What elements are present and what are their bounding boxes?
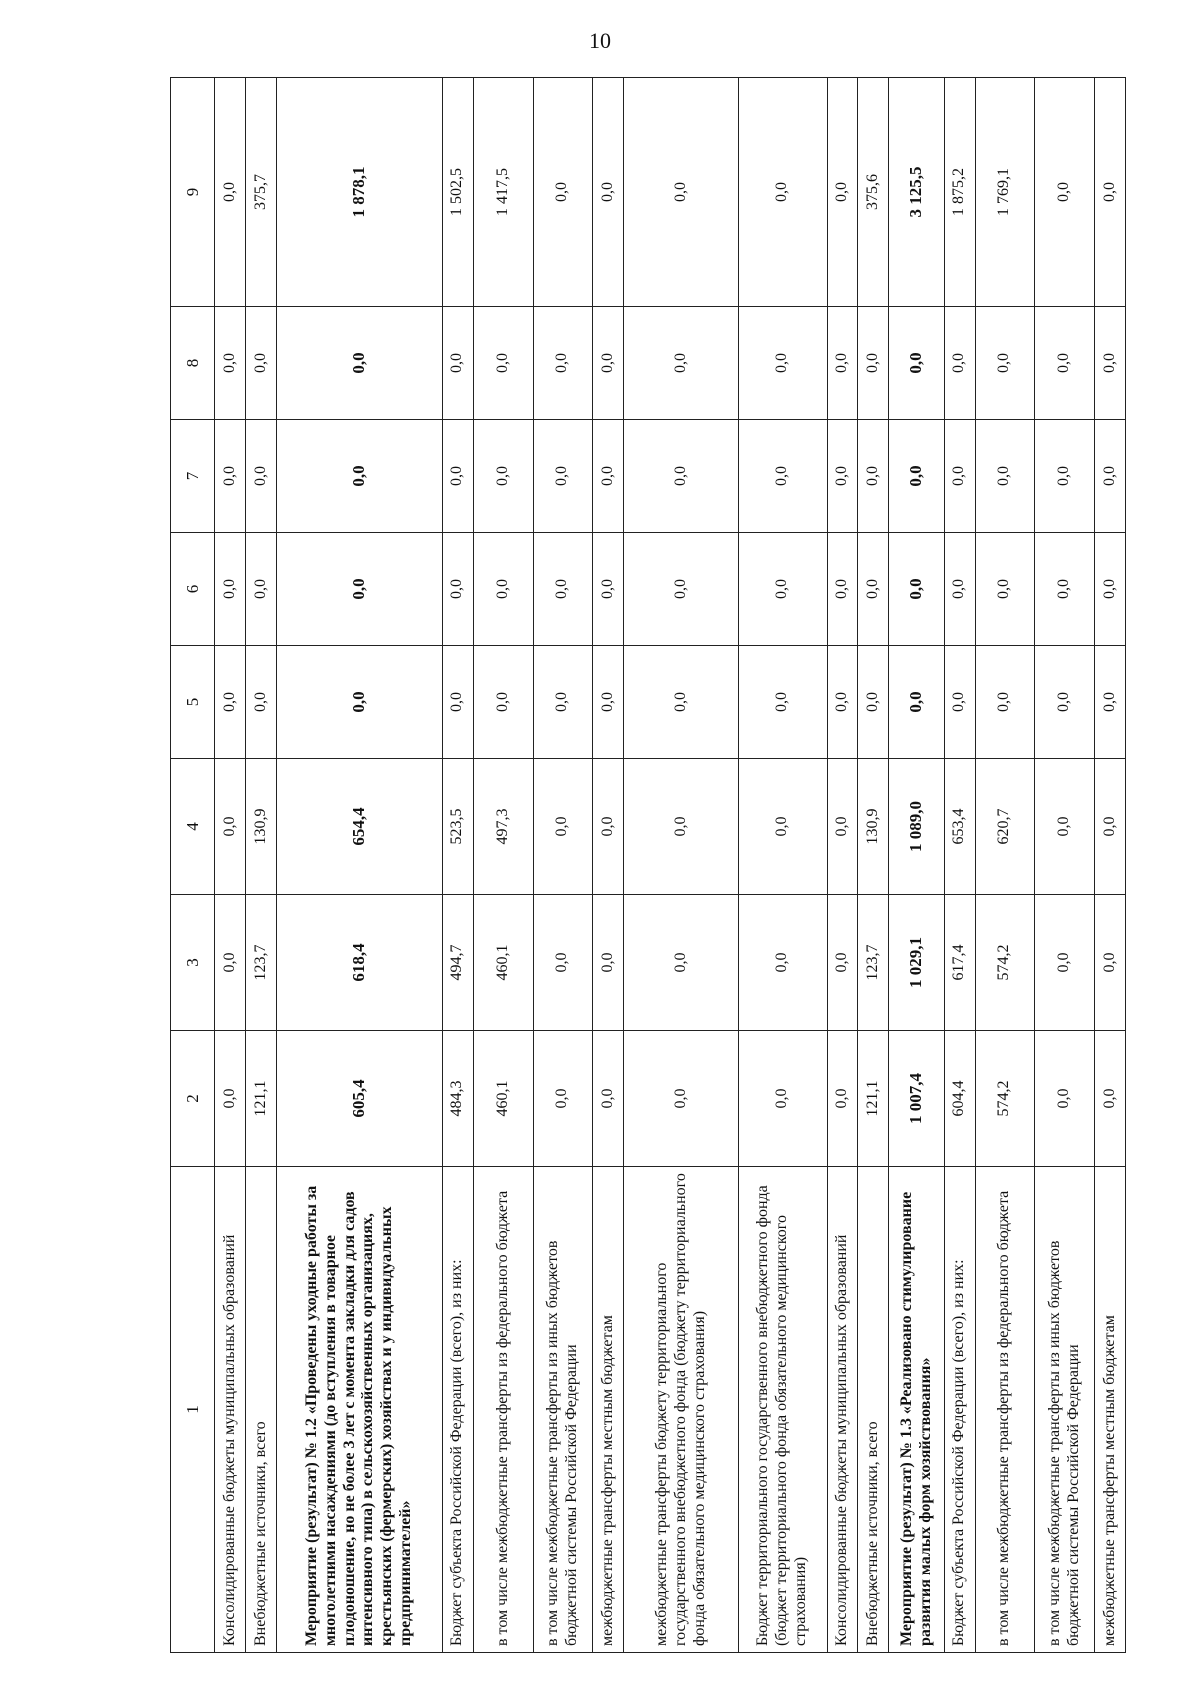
value-cell: 0,0	[277, 646, 443, 759]
value-cell: 0,0	[1094, 307, 1125, 420]
table-row	[1035, 78, 1095, 1653]
value-cell: 0,0	[533, 78, 593, 307]
value-cell: 0,0	[739, 533, 827, 646]
row-label: Внебюджетные источники, всего	[246, 1167, 277, 1653]
value-cell: 0,0	[889, 533, 944, 646]
value-cell: 0,0	[944, 646, 975, 759]
header-cell: 5	[171, 646, 215, 759]
value-cell: 0,0	[533, 895, 593, 1031]
table-row	[827, 78, 858, 1653]
value-cell: 0,0	[277, 533, 443, 646]
value-cell: 0,0	[215, 759, 246, 895]
value-cell: 1 502,5	[442, 78, 473, 307]
value-cell: 0,0	[442, 420, 473, 533]
value-cell: 0,0	[975, 307, 1035, 420]
row-label: межбюджетные трансферты бюджету территориального государственного внебюджетного фонда (бюджету территориального фонда обязательного медицинского страхования)	[624, 1167, 739, 1653]
value-cell: 0,0	[624, 759, 739, 895]
value-cell: 0,0	[827, 895, 858, 1031]
table-row	[593, 78, 624, 1653]
value-cell: 0,0	[944, 420, 975, 533]
value-cell: 494,7	[442, 895, 473, 1031]
row-label: Консолидированные бюджеты муниципальных образований	[827, 1167, 858, 1653]
value-cell: 618,4	[277, 895, 443, 1031]
value-cell: 0,0	[246, 307, 277, 420]
value-cell: 0,0	[975, 420, 1035, 533]
value-cell: 0,0	[944, 307, 975, 420]
table-row	[944, 78, 975, 1653]
table-row	[1094, 78, 1125, 1653]
header-row	[171, 78, 215, 1653]
value-cell: 130,9	[246, 759, 277, 895]
value-cell: 0,0	[1035, 759, 1095, 895]
value-cell: 0,0	[473, 420, 533, 533]
value-cell: 0,0	[593, 78, 624, 307]
value-cell: 653,4	[944, 759, 975, 895]
value-cell: 0,0	[215, 533, 246, 646]
value-cell: 0,0	[215, 307, 246, 420]
value-cell: 1 769,1	[975, 78, 1035, 307]
value-cell: 0,0	[1094, 759, 1125, 895]
value-cell: 0,0	[975, 646, 1035, 759]
value-cell: 121,1	[246, 1031, 277, 1167]
value-cell: 375,6	[858, 78, 889, 307]
value-cell: 0,0	[1035, 307, 1095, 420]
row-label: Консолидированные бюджеты муниципальных образований	[215, 1167, 246, 1653]
value-cell: 0,0	[944, 533, 975, 646]
row-label: Бюджет субъекта Российской Федерации (всего), из них:	[442, 1167, 473, 1653]
value-cell: 0,0	[473, 533, 533, 646]
value-cell: 0,0	[827, 646, 858, 759]
row-label: межбюджетные трансферты местным бюджетам	[593, 1167, 624, 1653]
row-label: Бюджет территориального государственного внебюджетного фонда (бюджет территориального фонда обязательного медицинского страхования)	[739, 1167, 827, 1653]
value-cell: 375,7	[246, 78, 277, 307]
value-cell: 0,0	[533, 307, 593, 420]
value-cell: 0,0	[1094, 1031, 1125, 1167]
value-cell: 604,4	[944, 1031, 975, 1167]
value-cell: 0,0	[593, 646, 624, 759]
value-cell: 617,4	[944, 895, 975, 1031]
value-cell: 1 029,1	[889, 895, 944, 1031]
value-cell: 574,2	[975, 895, 1035, 1031]
header-cell: 4	[171, 759, 215, 895]
value-cell: 0,0	[215, 1031, 246, 1167]
value-cell: 0,0	[827, 533, 858, 646]
value-cell: 0,0	[889, 307, 944, 420]
row-label: в том числе межбюджетные трансферты из федерального бюджета	[473, 1167, 533, 1653]
value-cell: 0,0	[442, 307, 473, 420]
value-cell: 0,0	[533, 1031, 593, 1167]
header-cell: 2	[171, 1031, 215, 1167]
value-cell: 0,0	[827, 307, 858, 420]
value-cell: 1 878,1	[277, 78, 443, 307]
value-cell: 0,0	[1035, 646, 1095, 759]
page-number: 10	[589, 28, 611, 53]
value-cell: 0,0	[473, 307, 533, 420]
value-cell: 0,0	[473, 646, 533, 759]
value-cell: 0,0	[1035, 895, 1095, 1031]
row-label: в том числе межбюджетные трансферты из иных бюджетов бюджетной системы Российской Федерации	[1035, 1167, 1095, 1653]
value-cell: 121,1	[858, 1031, 889, 1167]
row-label: Мероприятие (результат) № 1.3 «Реализовано стимулирование развития малых форм хозяйствования»	[889, 1167, 944, 1653]
header-cell: 8	[171, 307, 215, 420]
value-cell: 497,3	[473, 759, 533, 895]
table-row	[739, 78, 827, 1653]
value-cell: 0,0	[858, 307, 889, 420]
value-cell: 0,0	[624, 895, 739, 1031]
value-cell: 460,1	[473, 1031, 533, 1167]
value-cell: 0,0	[889, 646, 944, 759]
table-row	[533, 78, 593, 1653]
value-cell: 0,0	[858, 533, 889, 646]
value-cell: 0,0	[533, 533, 593, 646]
row-label: Внебюджетные источники, всего	[858, 1167, 889, 1653]
value-cell: 0,0	[739, 759, 827, 895]
value-cell: 605,4	[277, 1031, 443, 1167]
value-cell: 1 875,2	[944, 78, 975, 307]
value-cell: 0,0	[442, 646, 473, 759]
value-cell: 0,0	[215, 78, 246, 307]
header-cell: 9	[171, 78, 215, 307]
value-cell: 0,0	[739, 646, 827, 759]
value-cell: 0,0	[858, 646, 889, 759]
value-cell: 460,1	[473, 895, 533, 1031]
value-cell: 0,0	[593, 895, 624, 1031]
value-cell: 0,0	[533, 759, 593, 895]
value-cell: 0,0	[593, 1031, 624, 1167]
table-row-measure	[277, 78, 443, 1653]
value-cell: 0,0	[277, 307, 443, 420]
value-cell: 0,0	[827, 1031, 858, 1167]
value-cell: 0,0	[215, 895, 246, 1031]
value-cell: 0,0	[827, 759, 858, 895]
value-cell: 0,0	[1035, 1031, 1095, 1167]
value-cell: 654,4	[277, 759, 443, 895]
value-cell: 0,0	[277, 420, 443, 533]
row-label: в том числе межбюджетные трансферты из иных бюджетов бюджетной системы Российской Федерации	[533, 1167, 593, 1653]
value-cell: 0,0	[1035, 420, 1095, 533]
value-cell: 130,9	[858, 759, 889, 895]
table-row	[858, 78, 889, 1653]
value-cell: 0,0	[827, 420, 858, 533]
value-cell: 0,0	[624, 646, 739, 759]
value-cell: 0,0	[1094, 420, 1125, 533]
value-cell: 0,0	[593, 420, 624, 533]
value-cell: 574,2	[975, 1031, 1035, 1167]
table-row	[624, 78, 739, 1653]
value-cell: 0,0	[593, 759, 624, 895]
value-cell: 0,0	[593, 533, 624, 646]
value-cell: 3 125,5	[889, 78, 944, 307]
value-cell: 0,0	[827, 78, 858, 307]
table-row	[442, 78, 473, 1653]
header-cell: 3	[171, 895, 215, 1031]
value-cell: 620,7	[975, 759, 1035, 895]
row-label: Мероприятие (результат) № 1.2 «Проведены уходные работы за многолетними насаждениями (до вступления в товарное плодоношение, но не более 3 лет с момента закладки для садов интенсивного типа) в сельскохозяйственных организациях, крестьянских (фермерских) хозяйствах и у индивидуальных предпринимателей»	[277, 1167, 443, 1653]
table-row	[473, 78, 533, 1653]
row-label: Бюджет субъекта Российской Федерации (всего), из них:	[944, 1167, 975, 1653]
value-cell: 0,0	[624, 420, 739, 533]
table-row-measure	[889, 78, 944, 1653]
value-cell: 0,0	[1094, 895, 1125, 1031]
rotated-table-frame	[170, 78, 1200, 1646]
value-cell: 0,0	[1094, 646, 1125, 759]
value-cell: 123,7	[858, 895, 889, 1031]
table-row	[215, 78, 246, 1653]
value-cell: 0,0	[975, 533, 1035, 646]
value-cell: 0,0	[624, 78, 739, 307]
value-cell: 0,0	[739, 78, 827, 307]
budget-table	[170, 77, 1126, 1653]
value-cell: 1 417,5	[473, 78, 533, 307]
header-cell: 6	[171, 533, 215, 646]
value-cell: 0,0	[533, 420, 593, 533]
value-cell: 0,0	[739, 307, 827, 420]
value-cell: 0,0	[1094, 78, 1125, 307]
value-cell: 0,0	[533, 646, 593, 759]
value-cell: 123,7	[246, 895, 277, 1031]
value-cell: 484,3	[442, 1031, 473, 1167]
value-cell: 0,0	[739, 895, 827, 1031]
value-cell: 0,0	[739, 420, 827, 533]
value-cell: 0,0	[624, 1031, 739, 1167]
header-cell: 7	[171, 420, 215, 533]
value-cell: 0,0	[215, 420, 246, 533]
value-cell: 0,0	[215, 646, 246, 759]
value-cell: 0,0	[246, 420, 277, 533]
rotated-table-inner	[170, 78, 1126, 1653]
header-cell: 1	[171, 1167, 215, 1653]
value-cell: 0,0	[858, 420, 889, 533]
row-label: межбюджетные трансферты местным бюджетам	[1094, 1167, 1125, 1653]
value-cell: 523,5	[442, 759, 473, 895]
value-cell: 0,0	[246, 646, 277, 759]
value-cell: 0,0	[1035, 78, 1095, 307]
value-cell: 0,0	[442, 533, 473, 646]
value-cell: 0,0	[246, 533, 277, 646]
value-cell: 1 007,4	[889, 1031, 944, 1167]
value-cell: 0,0	[1094, 533, 1125, 646]
table-row	[975, 78, 1035, 1653]
value-cell: 0,0	[889, 420, 944, 533]
value-cell: 0,0	[739, 1031, 827, 1167]
value-cell: 1 089,0	[889, 759, 944, 895]
table-row	[246, 78, 277, 1653]
value-cell: 0,0	[624, 307, 739, 420]
value-cell: 0,0	[593, 307, 624, 420]
row-label: в том числе межбюджетные трансферты из федерального бюджета	[975, 1167, 1035, 1653]
value-cell: 0,0	[624, 533, 739, 646]
value-cell: 0,0	[1035, 533, 1095, 646]
